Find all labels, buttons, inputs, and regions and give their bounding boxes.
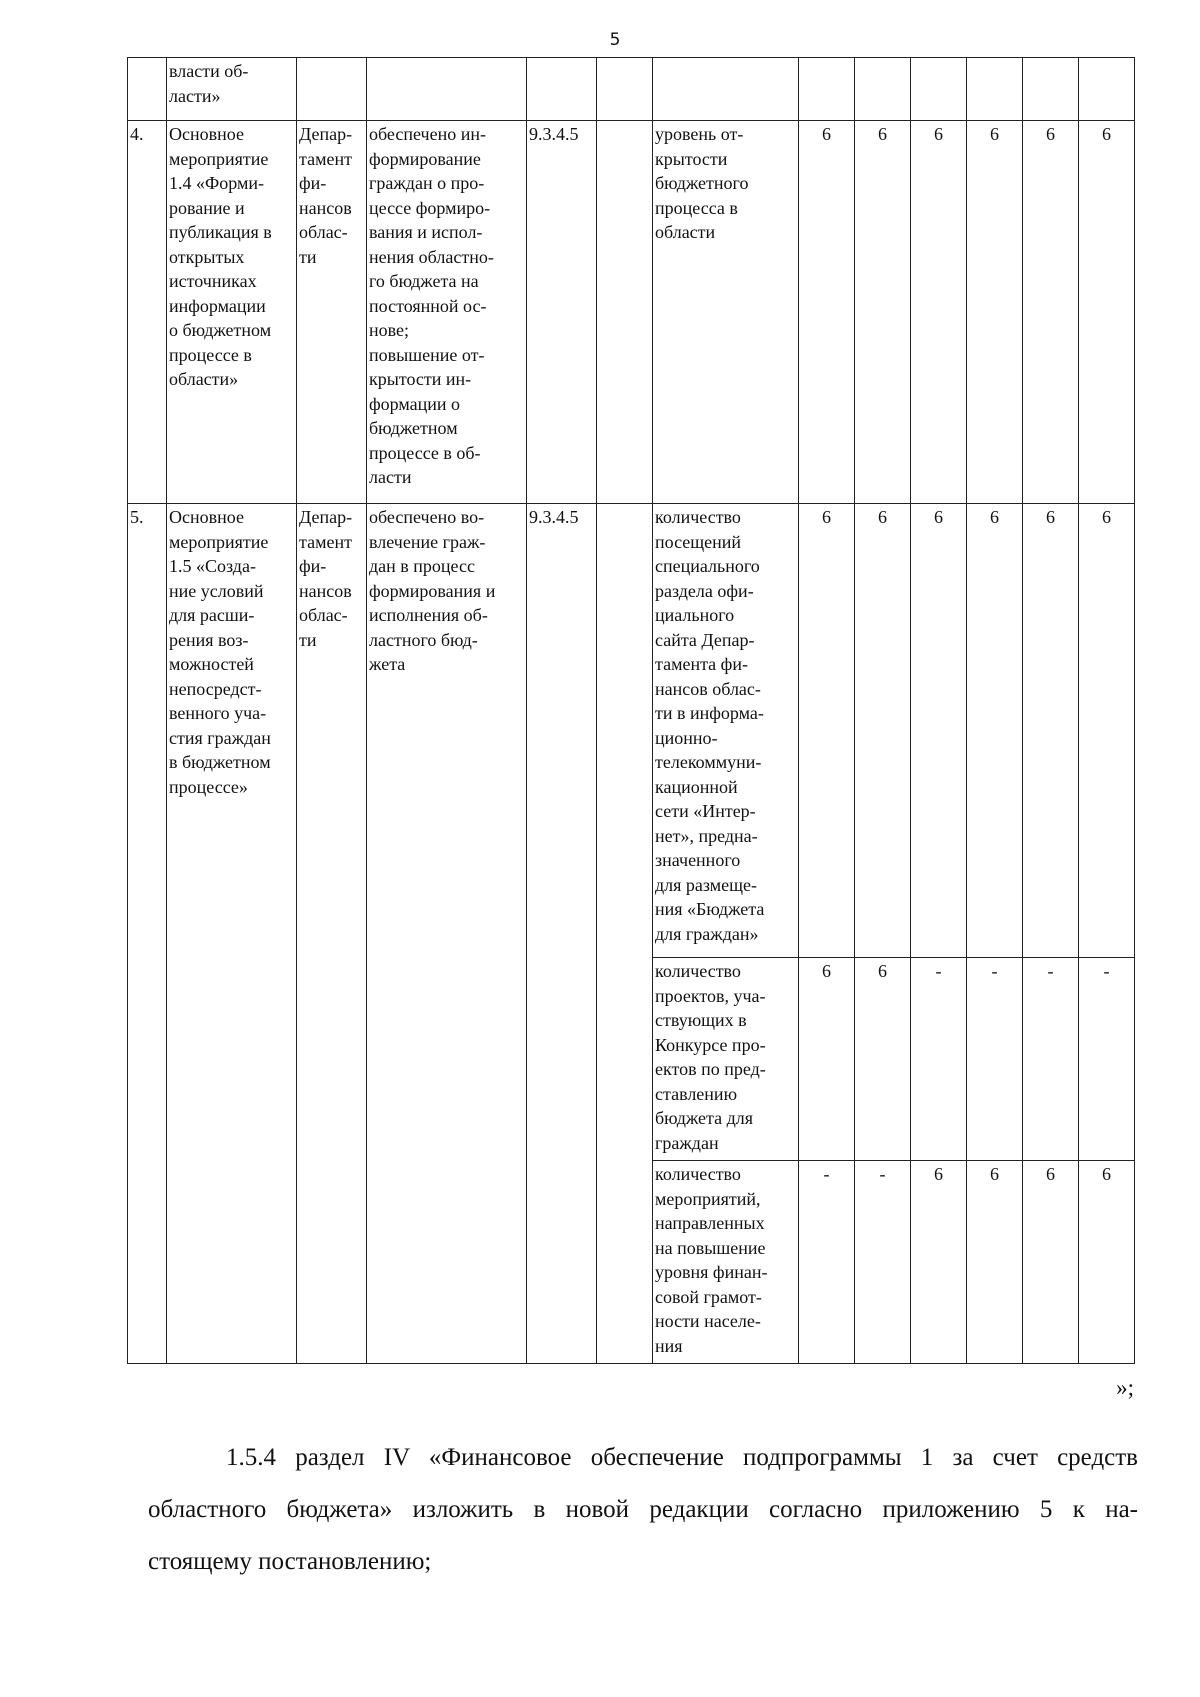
value-cell — [911, 58, 967, 121]
extra-cell — [597, 58, 653, 121]
measure-name-cell: Основное мероприятие 1.4 «Форми- рование и публикация в открытых источниках информации о бюджетном процессе в области» — [167, 121, 297, 504]
result-cell: обеспечено во- влечение граж- дан в процесс формирования и исполнения об- ластного бюд- жета — [367, 504, 527, 1364]
value-cell: 6 — [1023, 121, 1079, 504]
value-cell: 6 — [1023, 1161, 1079, 1364]
paragraph-line: областного бюджета» изложить в новой редакции согласно приложению 5 к на- — [148, 1496, 1138, 1523]
table-row-5 — [128, 504, 1135, 958]
row-num-cell: 4. — [128, 121, 167, 504]
value-cell — [1023, 58, 1079, 121]
value-cell: 6 — [967, 121, 1023, 504]
value-cell: - — [967, 958, 1023, 1161]
value-cell: 6 — [1079, 1161, 1135, 1364]
body-paragraph — [148, 1432, 1138, 1588]
value-cell — [1079, 58, 1135, 121]
value-cell: 6 — [855, 958, 911, 1161]
row-num-cell: 5. — [128, 504, 167, 1364]
value-cell: 6 — [855, 121, 911, 504]
indicator-cell: количество проектов, уча- ствующих в Конкурсе про- ектов по пред- ставлению бюджета для граждан — [653, 958, 799, 1161]
value-cell: 6 — [1079, 504, 1135, 958]
value-cell: 6 — [1079, 121, 1135, 504]
code-cell — [527, 58, 597, 121]
measure-name-cell: Основное мероприятие 1.5 «Созда- ние условий для расши- рения воз- можностей непосредст- венного уча- стия граждан в бюджетном процессе» — [167, 504, 297, 1364]
result-cell — [367, 58, 527, 121]
code-cell: 9.3.4.5 — [527, 121, 597, 504]
table-row-4 — [128, 121, 1135, 504]
value-cell: 6 — [911, 504, 967, 958]
indicator-cell: количество посещений специального раздела офи- циального сайта Депар- тамента фи- нансов облас- ти в информа- ционно- телекоммуни- кационной сети «Интер- нет», предна- значенного для размеще- ния «Бюджета для граждан» — [653, 504, 799, 958]
value-cell: - — [911, 958, 967, 1161]
result-cell: обеспечено ин- формирование граждан о про- цессе формиро- вания и испол- нения областно- го бюджета на постоянной ос- нове; повышение от- крытости ин- формации о бюджетном процессе в об- ласти — [367, 121, 527, 504]
value-cell: - — [799, 1161, 855, 1364]
extra-cell — [597, 121, 653, 504]
value-cell: 6 — [967, 1161, 1023, 1364]
value-cell: - — [1023, 958, 1079, 1161]
executor-cell: Депар- тамент фи- нансов облас- ти — [297, 121, 367, 504]
row-num-cell — [128, 58, 167, 121]
executor-cell: Депар- тамент фи- нансов облас- ти — [297, 504, 367, 1364]
code-cell: 9.3.4.5 — [527, 504, 597, 1364]
indicator-cell — [653, 58, 799, 121]
value-cell: 6 — [799, 504, 855, 958]
indicator-cell: количество мероприятий, направленных на повышение уровня финан- совой грамот- ности населе- ния — [653, 1161, 799, 1364]
value-cell — [855, 58, 911, 121]
value-cell: 6 — [799, 121, 855, 504]
table-row-continuation — [128, 58, 1135, 121]
value-cell: 6 — [799, 958, 855, 1161]
paragraph-line: стоящему постановлению; — [148, 1548, 432, 1575]
page-number: 5 — [609, 30, 621, 50]
value-cell: 6 — [967, 504, 1023, 958]
program-table-wrapper — [127, 57, 1135, 1364]
value-cell — [799, 58, 855, 121]
paragraph-line: 1.5.4 раздел IV «Финансовое обеспечение подпрограммы 1 за счет средств — [226, 1444, 1138, 1471]
executor-cell — [297, 58, 367, 121]
extra-cell — [597, 504, 653, 1364]
closing-quote: »; — [1116, 1375, 1134, 1400]
value-cell: 6 — [1023, 504, 1079, 958]
indicator-cell: уровень от- крытости бюджетного процесса в области — [653, 121, 799, 504]
value-cell: - — [855, 1161, 911, 1364]
measure-name-cell: власти об- ласти» — [167, 58, 297, 121]
value-cell: 6 — [911, 1161, 967, 1364]
value-cell: - — [1079, 958, 1135, 1161]
value-cell: 6 — [911, 121, 967, 504]
value-cell — [967, 58, 1023, 121]
program-table — [127, 57, 1135, 1364]
value-cell: 6 — [855, 504, 911, 958]
